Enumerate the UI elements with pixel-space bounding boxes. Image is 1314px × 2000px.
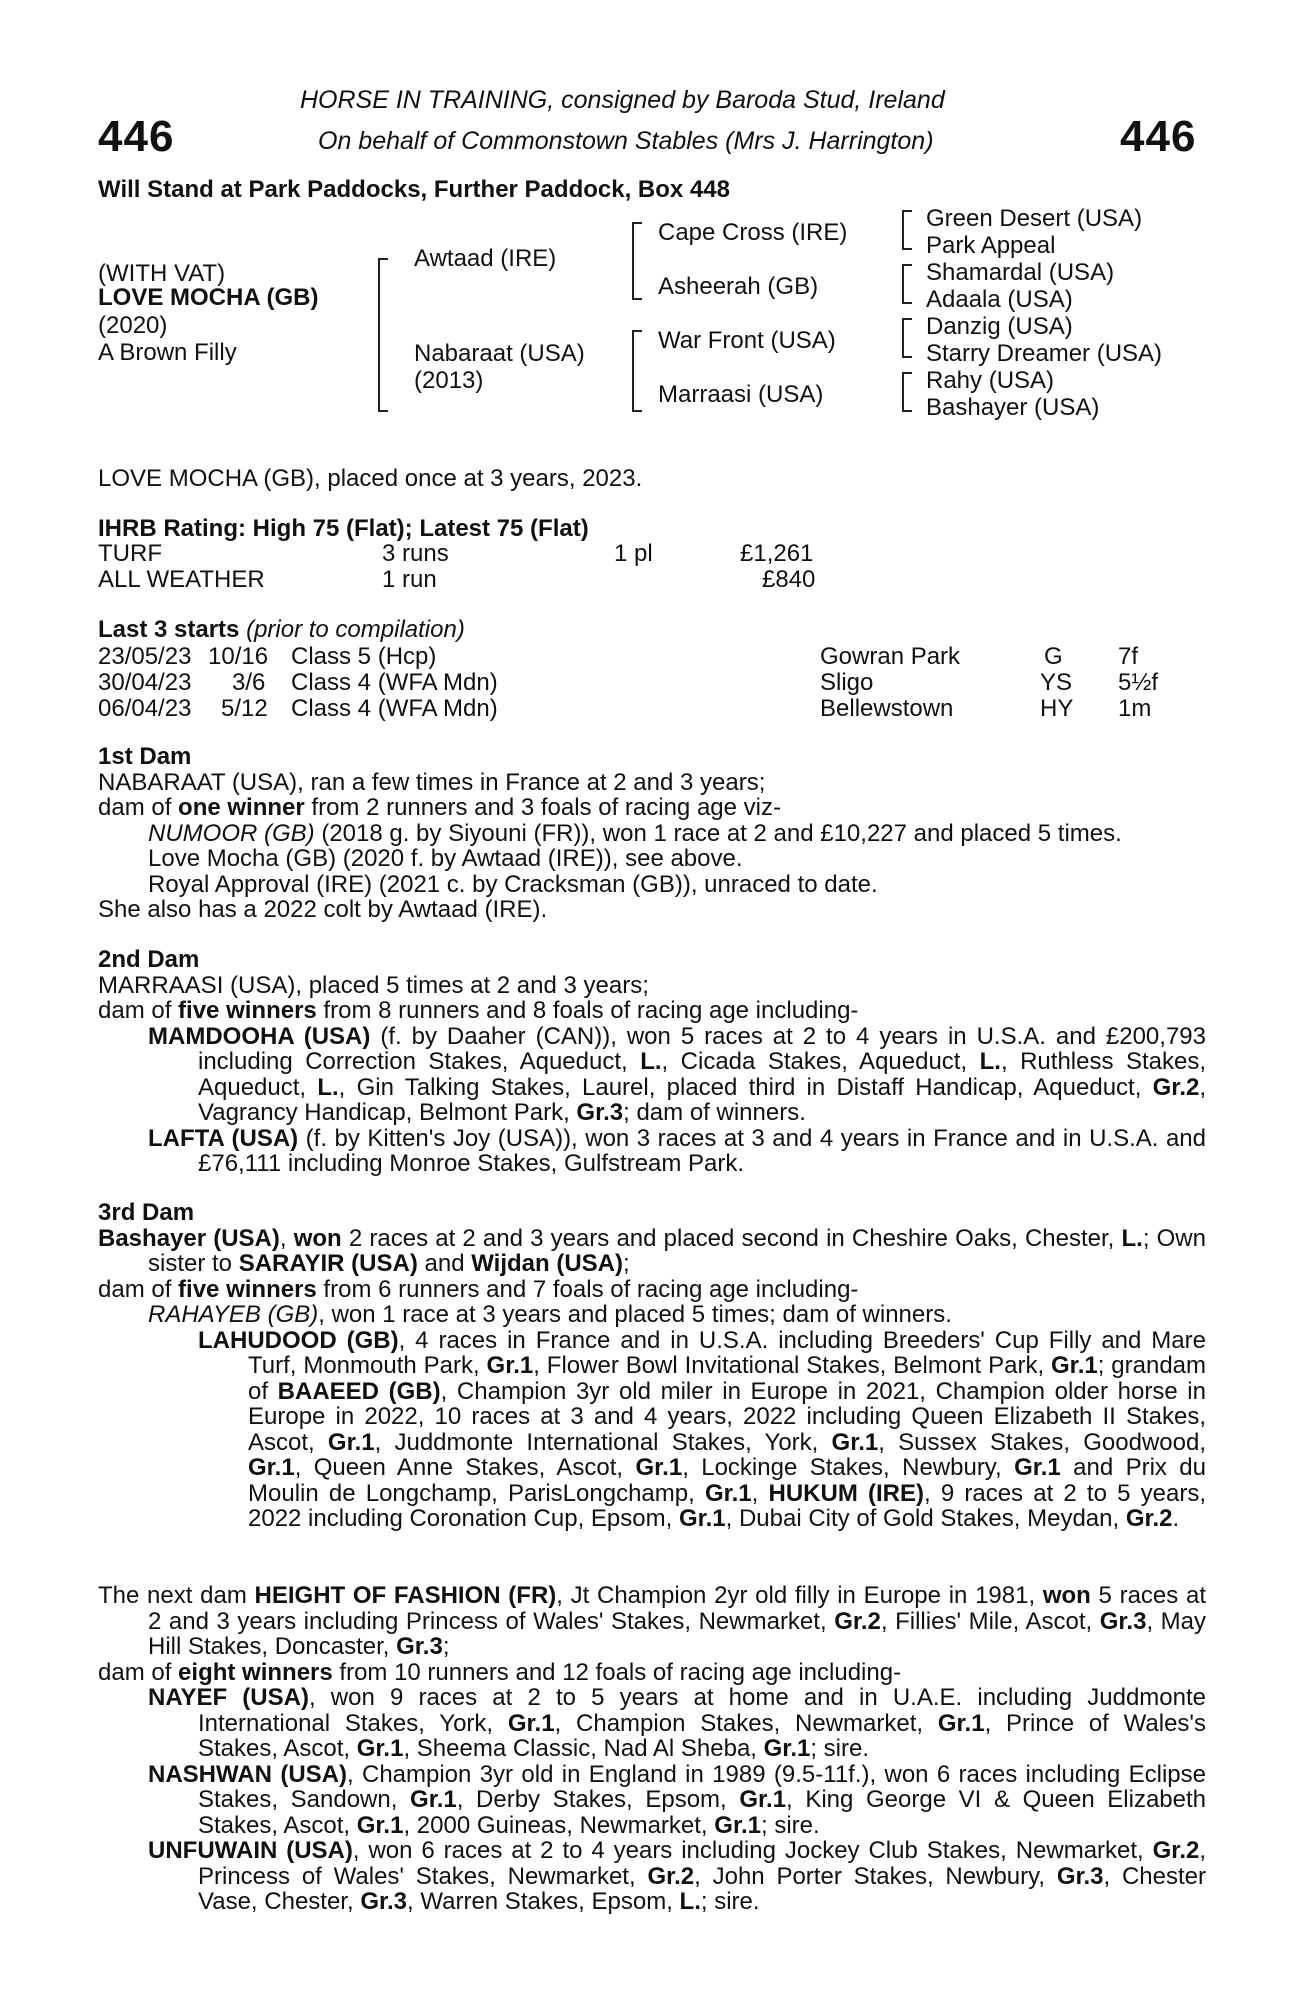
next-dam-section: [98, 1583, 1206, 1915]
pedigree-brace-3d: [902, 372, 912, 412]
pedigree-sd: Asheerah (GB): [658, 273, 819, 300]
second-dam-line: MARRAASI (USA), placed 5 times at 2 and 3 years;: [98, 971, 649, 999]
pedigree-ds: War Front (USA): [658, 327, 836, 354]
stand-location: Will Stand at Park Paddocks, Further Paddock, Box 448: [98, 176, 730, 203]
pedigree-dd: Marraasi (USA): [658, 381, 824, 408]
first-dam-produce-line: dam of one winner from 2 runners and 3 foals of racing age viz-: [98, 794, 781, 821]
vat-label: (WITH VAT): [98, 260, 226, 287]
pedigree-brace-3c: [902, 318, 912, 358]
start-pos-2: 3/6: [232, 669, 266, 696]
start-date-3: 06/04/23: [98, 695, 192, 722]
horse-year: (2020): [98, 312, 168, 339]
third-dam-title: 3rd Dam: [98, 1199, 195, 1226]
start-race-3: Class 4 (WFA Mdn): [291, 695, 498, 722]
start-going-2: YS: [1040, 669, 1073, 696]
lot-number-left: 446: [98, 112, 175, 161]
rating-earnings-1: £1,261: [740, 540, 814, 567]
produce-rahayeb: RAHAYEB (GB), won 1 race at 3 years and placed 5 times; dam of winners.: [148, 1301, 952, 1328]
pedigree-brace-2a: [632, 222, 642, 300]
start-pos-1: 10/16: [208, 643, 269, 670]
pedigree-brace-3b: [902, 264, 912, 304]
start-going-3: HY: [1040, 695, 1074, 722]
start-date-1: 23/05/23: [98, 643, 192, 670]
pedigree-brace-3a: [902, 210, 912, 250]
second-dam-section: [98, 947, 1206, 1177]
third-dam-section: [98, 1200, 1206, 1532]
produce-unfuwain: UNFUWAIN (USA), won 6 races at 2 to 4 years including Jockey Club Stakes, Newmarket, Gr.2, Princess of Wales' Stakes, Newmarket, Gr.2, John Porter Stakes, Newbury, Gr.3, Chester Vase, Chester, Gr.3, Warren Stakes, Epsom, L.; sire.: [148, 1837, 1207, 1915]
foal-numoor: NUMOOR (GB) (2018 g. by Siyouni (FR)), won 1 race at 2 and £10,227 and placed 5 times.: [148, 819, 1122, 847]
third-dam-produce-line: dam of five winners from 6 runners and 7 foals of racing age including-: [98, 1275, 859, 1303]
start-dist-1: 7f: [1118, 643, 1139, 670]
rating-placed-1: 1 pl: [614, 540, 653, 567]
pedigree-ssd: Park Appeal: [926, 232, 1056, 259]
start-going-1: G: [1044, 643, 1063, 670]
start-dist-2: 5½f: [1118, 669, 1159, 696]
horse-description: A Brown Filly: [98, 339, 237, 366]
on-behalf-line: On behalf of Commonstown Stables (Mrs J. Harrington): [318, 127, 934, 155]
pedigree-dsd: Starry Dreamer (USA): [926, 340, 1163, 367]
next-dam-line: The next dam HEIGHT OF FASHION (FR), Jt Champion 2yr old filly in Europe in 1981, won 5 races at 2 and 3 years including Princess of Wales' Stakes, Newmarket, Gr.2, Fillies' Mile, Ascot, Gr.3, May Hill Stakes, Doncaster, Gr.3;: [98, 1582, 1206, 1660]
rating-earnings-2: £840: [762, 566, 816, 593]
starts-heading: [98, 617, 465, 642]
second-dam-produce-line: dam of five winners from 8 runners and 8 foals of racing age including-: [98, 997, 859, 1024]
start-course-1: Gowran Park: [820, 643, 961, 670]
start-course-3: Bellewstown: [820, 695, 954, 722]
first-dam-also: She also has a 2022 colt by Awtaad (IRE).: [98, 896, 548, 923]
pedigree-dss: Danzig (USA): [926, 313, 1073, 340]
first-dam-line: NABARAAT (USA), ran a few times in France at 2 and 3 years;: [98, 768, 766, 796]
produce-lafta: LAFTA (USA) (f. by Kitten's Joy (USA)), won 3 races at 3 and 4 years in France and in U.S.A. and £76,111 including Monroe Stakes, Gulfstream Park.: [148, 1124, 1207, 1177]
pedigree-brace-2b: [632, 330, 642, 412]
horse-name: LOVE MOCHA (GB): [98, 284, 319, 311]
produce-nayef: NAYEF (USA), won 9 races at 2 to 5 years at home and in U.A.E. including Juddmonte International Stakes, York, Gr.1, Champion Stakes, Newmarket, Gr.1, Prince of Wales's Stakes, Ascot, Gr.1, Sheema Classic, Nad Al Sheba, Gr.1; sire.: [148, 1684, 1206, 1762]
produce-mamdooha: MAMDOOHA (USA) (f. by Daaher (CAN)), won 5 races at 2 to 4 years in U.S.A. and £200,793 including Correction Stakes, Aqueduct, L., Cicada Stakes, Aqueduct, L., Ruthless Stakes, Aqueduct, L., Gin Talking Stakes, Laurel, placed third in Distaff Handicap, Aqueduct, Gr.2, Vagrancy Handicap, Belmont Park, Gr.3; dam of winners.: [148, 1022, 1207, 1126]
starts-note: (prior to compilation): [246, 616, 465, 643]
pedigree-dam: Nabaraat (USA): [414, 340, 585, 367]
rating-runs-1: 3 runs: [382, 540, 449, 567]
pedigree-sdd: Adaala (USA): [926, 286, 1073, 313]
rating-title: IHRB Rating: High 75 (Flat); Latest 75 (Flat): [98, 515, 589, 542]
pedigree-ss: Cape Cross (IRE): [658, 219, 848, 246]
rating-runs-2: 1 run: [382, 566, 437, 593]
produce-nashwan: NASHWAN (USA), Champion 3yr old in England in 1989 (9.5-11f.), won 6 races including Eclipse Stakes, Sandown, Gr.1, Derby Stakes, Epsom, Gr.1, King George VI & Queen Elizabeth Stakes, Ascot, Gr.1, 2000 Guineas, Newmarket, Gr.1; sire.: [148, 1760, 1207, 1839]
race-summary: LOVE MOCHA (GB), placed once at 3 years, 2023.: [98, 465, 643, 492]
pedigree-sds: Shamardal (USA): [926, 259, 1115, 286]
produce-lahudood: LAHUDOOD (GB), 4 races in France and in U.S.A. including Breeders' Cup Filly and Mare Turf, Monmouth Park, Gr.1, Flower Bowl Invitational Stakes, Belmont Park, Gr.1; grandam of BAAEED (GB), Champion 3yr old miler in Europe in 2021, Champion older horse in Europe in 2022, 10 races at 3 and 4 years, 2022 including Queen Elizabeth II Stakes, Ascot, Gr.1, Juddmonte International Stakes, York, Gr.1, Sussex Stakes, Goodwood, Gr.1, Queen Anne Stakes, Ascot, Gr.1, Lockinge Stakes, Newbury, Gr.1 and Prix du Moulin de Longchamp, ParisLongchamp, Gr.1, HUKUM (IRE), 9 races at 2 to 5 years, 2022 including Coronation Cup, Epsom, Gr.1, Dubai City of Gold Stakes, Meydan, Gr.2.: [198, 1326, 1207, 1532]
rating-surface-1: TURF: [98, 540, 162, 567]
rating-surface-2: ALL WEATHER: [98, 566, 265, 593]
second-dam-title: 2nd Dam: [98, 946, 200, 973]
start-pos-3: 5/12: [221, 695, 268, 722]
first-dam-section: [98, 744, 1206, 923]
foal-royal-approval: Royal Approval (IRE) (2021 c. by Cracksman (GB)), unraced to date.: [148, 870, 878, 898]
first-dam-title: 1st Dam: [98, 743, 192, 770]
starts-title: Last 3 starts: [98, 616, 240, 643]
pedigree-dam-year: (2013): [414, 367, 484, 394]
pedigree-dds: Rahy (USA): [926, 367, 1055, 394]
start-course-2: Sligo: [820, 669, 874, 696]
start-dist-3: 1m: [1118, 695, 1152, 722]
next-dam-produce-line: dam of eight winners from 10 runners and 12 foals of racing age including-: [98, 1658, 902, 1686]
lot-number-right: 446: [1120, 112, 1197, 161]
third-dam-line: Bashayer (USA), won 2 races at 2 and 3 years and placed second in Cheshire Oaks, Chester, L.; Own sister to SARAYIR (USA) and Wijdan (USA);: [98, 1224, 1206, 1277]
first-dam-winner-count: one winner: [178, 794, 305, 821]
foal-love-mocha: Love Mocha (GB) (2020 f. by Awtaad (IRE)), see above.: [148, 845, 743, 872]
start-race-2: Class 4 (WFA Mdn): [291, 669, 498, 696]
pedigree-sss: Green Desert (USA): [926, 205, 1143, 232]
pedigree-brace-1: [378, 258, 388, 412]
pedigree-sire: Awtaad (IRE): [414, 245, 557, 272]
pedigree-ddd: Bashayer (USA): [926, 394, 1100, 421]
start-date-2: 30/04/23: [98, 669, 192, 696]
start-race-1: Class 5 (Hcp): [291, 643, 437, 670]
consignor-line: HORSE IN TRAINING, consigned by Baroda Stud, Ireland: [300, 86, 945, 114]
